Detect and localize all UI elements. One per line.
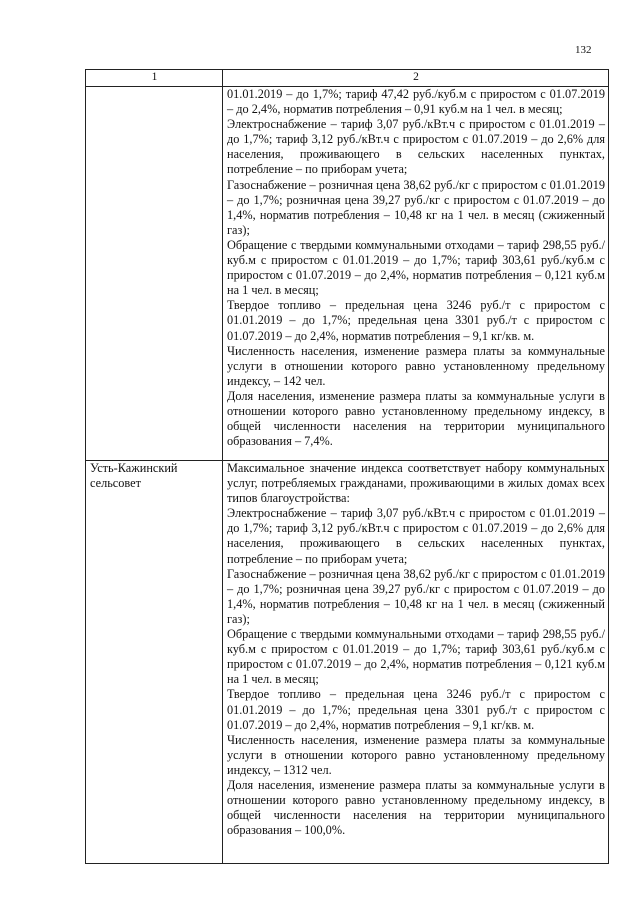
table-header-row	[86, 70, 609, 87]
municipality-name	[86, 87, 223, 461]
paragraph-solid-fuel: Твердое топливо – предельная цена 3246 руб./т с приростом с 01.01.2019 – до 1,7%; предельная цена 3301 руб./т с приростом с 01.07.2019 – до 2,4%, норматив потребления – 9,1 кг/кв. м.	[227, 687, 605, 732]
municipality-name: Усть-Кажинский сельсовет	[86, 461, 223, 864]
indicator-description	[223, 461, 609, 864]
paragraph-electricity: Электроснабжение – тариф 3,07 руб./кВт.ч с приростом с 01.01.2019 – до 1,7%; тариф 3,12 руб./кВт.ч с приростом с 01.07.2019 – до 2,6% для населения, проживающего в сельских населенных пунктах, потребление – по приборам учета;	[227, 506, 605, 566]
page-number: 132	[575, 44, 592, 56]
paragraph-gas: Газоснабжение – розничная цена 38,62 руб./кг с приростом с 01.01.2019 – до 1,7%; розничная цена 39,27 руб./кг с приростом с 01.07.2019 – до 1,4%, норматив потребления – 10,48 кг на 1 чел. в месяц (сжиженный газ);	[227, 566, 605, 626]
paragraph-population-share: Доля населения, изменение размера платы за коммунальные услуги в отношении которого равно установленному предельному индексу, в общей численности населения на территории муниципального образования – 100,0%.	[227, 777, 605, 838]
table-row	[86, 87, 609, 461]
paragraph-population-count: Численность населения, изменение размера платы за коммунальные услуги в отношении которого равно установленному предельному индексу, – 142 чел.	[227, 343, 605, 388]
paragraph-gas: Газоснабжение – розничная цена 38,62 руб./кг с приростом с 01.01.2019 – до 1,7%; розничная цена 39,27 руб./кг с приростом с 01.07.2019 – до 1,4%, норматив потребления – 10,48 кг на 1 чел. в месяц (сжиженный газ);	[227, 177, 605, 237]
paragraph-water-tariff: 01.01.2019 – до 1,7%; тариф 47,42 руб./куб.м с приростом с 01.07.2019 – до 2,4%, норматив потребления – 0,91 куб.м на 1 чел. в месяц;	[227, 87, 605, 117]
document-table	[85, 69, 609, 864]
indicator-description	[223, 87, 609, 461]
paragraph-solid-waste: Обращение с твердыми коммунальными отходами – тариф 298,55 руб./куб.м с приростом с 01.01.2019 – до 1,7%; тариф 303,61 руб./куб.м с приростом с 01.07.2019 – до 2,4%, норматив потребления – 0,121 куб.м на 1 чел. в месяц;	[227, 627, 605, 687]
table-row	[86, 461, 609, 864]
paragraph-population-share: Доля населения, изменение размера платы за коммунальные услуги в отношении которого равно установленному предельному индексу, в общей численности населения на территории муниципального образования – 7,4%.	[227, 388, 605, 449]
column-header-2: 2	[223, 70, 609, 87]
paragraph-solid-waste: Обращение с твердыми коммунальными отходами – тариф 298,55 руб./куб.м с приростом с 01.01.2019 – до 1,7%; тариф 303,61 руб./куб.м с приростом с 01.07.2019 – до 2,4%, норматив потребления – 0,121 куб.м на 1 чел. в месяц;	[227, 237, 605, 298]
paragraph-electricity: Электроснабжение – тариф 3,07 руб./кВт.ч с приростом с 01.01.2019 – до 1,7%; тариф 3,12 руб./кВт.ч с приростом с 01.07.2019 – до 2,6% для населения, проживающего в сельских населенных пунктах, потребление – по приборам учета;	[227, 117, 605, 177]
column-header-1: 1	[86, 70, 223, 87]
paragraph-solid-fuel: Твердое топливо – предельная цена 3246 руб./т с приростом с 01.01.2019 – до 1,7%; предельная цена 3301 руб./т с приростом с 01.07.2019 – до 2,4%, норматив потребления – 9,1 кг/кв. м.	[227, 298, 605, 343]
paragraph-max-index: Максимальное значение индекса соответствует набору коммунальных услуг, потребляемых гражданами, проживающими в жилых домах всех типов благоустройства:	[227, 461, 605, 506]
paragraph-population-count: Численность населения, изменение размера платы за коммунальные услуги в отношении которого равно установленному предельному индексу, – 1312 чел.	[227, 732, 605, 777]
